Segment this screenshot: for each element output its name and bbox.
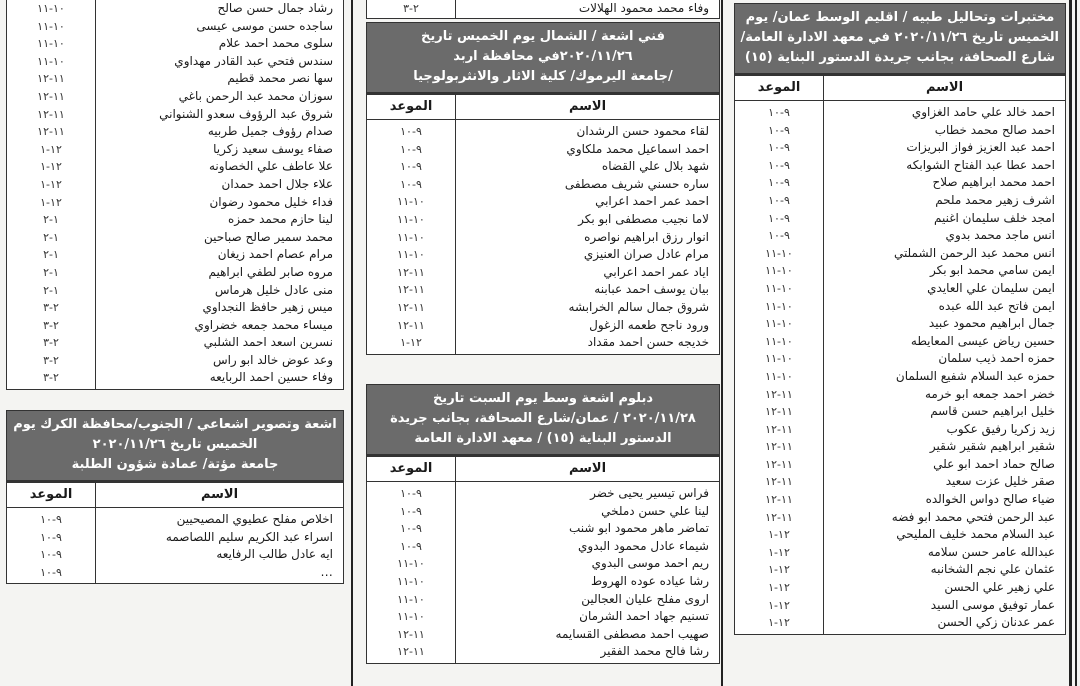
table-row-time: ١٠-١١	[765, 246, 793, 260]
table-row-name: سوزان محمد عبد الرحمن باغي	[178, 88, 333, 103]
table-row-name: اروى مفلح عليان العجالين	[581, 591, 709, 606]
section-heading	[367, 23, 719, 92]
table-row-time: ١٠-١١	[765, 334, 793, 348]
table-row-name: محمد سمير صالح صباحين	[204, 229, 333, 244]
heading-line: جامعة مؤتة/ عمادة شؤون الطلبة	[71, 457, 279, 472]
table-row-time: ٩-١٠	[768, 158, 790, 172]
table-row-name: شيماء عادل محمود البدوي	[578, 538, 709, 553]
table-row-name: مرام عادل صران العنيزي	[583, 247, 709, 262]
table-row-name: خديجه حسن احمد مقداد	[587, 335, 709, 350]
table-row-name: احمد خالد علي حامد الغزاوي	[911, 105, 1055, 119]
table-row-name: صالح حماد احمد ابو علي	[933, 456, 1055, 471]
table-row-time: ٩-١٠	[768, 193, 790, 207]
heading-line: فني اشعة / الشمال يوم الخميس تاريخ	[421, 29, 665, 44]
names-column	[95, 508, 343, 583]
table-row-name: احمد عبد العزيز فواز البريزات	[906, 140, 1055, 155]
column-header-time: الموعد	[389, 99, 433, 114]
table-row-name: تماضر ماهر محمود ابو شنب	[568, 521, 709, 536]
table-row-time: ١-٢	[43, 283, 59, 297]
table-row-name: صدام رؤوف جميل طربيه	[207, 124, 333, 139]
table-row-time: ١٢-١	[40, 177, 62, 191]
table-row-time: ١٢-١	[768, 581, 790, 595]
continued-table	[366, 0, 720, 19]
table-row-time: ٩-١٠	[40, 530, 62, 544]
table-row-time: ١٢-١	[768, 616, 790, 630]
table-row-time: ١٠-١١	[397, 574, 425, 588]
heading-line: مختبرات وتحاليل طبيه / اقليم الوسط عمان/ يوم	[745, 10, 1055, 25]
heading-line: ٢٠٢٠/١١/٢٨ / عمان/شارع الصحافة، بجانب جريدة	[390, 411, 696, 426]
table-row-name: جمال ابراهيم محمود عبيد	[928, 316, 1055, 331]
table-row-name: خليل ابراهيم حسن قاسم	[930, 404, 1055, 419]
heading-line: /جامعة اليرموك/ كلية الاثار والانثربولوجيا	[413, 69, 673, 84]
table-row-time: ٢-٣	[43, 336, 59, 350]
table-row-name: انس ماجد محمد بدوي	[945, 228, 1055, 243]
table-row-name: ميساء محمد جمعه خضراوي	[194, 317, 333, 332]
table-row-name: حمزه عبد السلام شفيع السلمان	[895, 368, 1055, 383]
table-row-name: ضياء صالح دواس الخوالده	[925, 492, 1055, 507]
table-row-name: وفاء محمد محمود الهلالات	[578, 1, 709, 15]
table-row-name: بيان يوسف احمد عبابنه	[594, 282, 709, 297]
table-row-name: ساره حسني شريف مصطفى	[564, 176, 709, 191]
table-row-time: ١١-١٢	[765, 387, 793, 401]
table-row-name: ايه عادل طالب الرفايعه	[216, 547, 333, 562]
table-row-time: ١١-١٢	[37, 72, 65, 86]
column-header-name: الاسم	[455, 95, 719, 119]
table-row-name: لينا حازم محمد حمزه	[228, 212, 333, 227]
table-row-name: ايمن فاتح عبد الله عبده	[938, 298, 1055, 313]
table-body	[367, 120, 719, 354]
table-row-name: منى عادل خليل هرماس	[214, 282, 333, 297]
table-row-time: ٩-١٠	[40, 565, 62, 579]
table-row-name: سلوى محمد احمد علام	[218, 36, 333, 51]
table-row-name: انوار رزق ابراهيم نواصره	[584, 229, 709, 244]
table-row-time: ١٠-١١	[37, 54, 65, 68]
column-header-name: الاسم	[823, 76, 1065, 100]
table-body	[367, 0, 719, 18]
table-row-time: ١١-١٢	[765, 510, 793, 524]
table-body	[367, 482, 719, 663]
table-row-name: عبد الرحمن فتحي محمد ابو فضه	[891, 509, 1055, 524]
table-row-time: ٩-١٠	[400, 539, 422, 553]
table-header	[7, 480, 343, 508]
table-header	[735, 73, 1065, 101]
table-header	[367, 454, 719, 482]
table-row-name: تسنيم جهاد احمد الشرمان	[579, 609, 709, 624]
table-row-time: ١١-١٢	[37, 125, 65, 139]
table-row-time: ١٠-١١	[37, 2, 65, 15]
page-border	[1075, 0, 1077, 686]
table-body	[735, 101, 1065, 634]
table-row-time: ١١-١٢	[765, 493, 793, 507]
table-row-name: صقر خليل عزت سعيد	[945, 474, 1055, 489]
table-row-time: ١٠-١١	[765, 281, 793, 295]
table-row-time: ١٢-١	[768, 563, 790, 577]
section-heading	[367, 385, 719, 454]
table-row-name: انس محمد عبد الرحمن الشملتي	[893, 245, 1055, 260]
table-row-time: ١٠-١١	[397, 230, 425, 244]
table-row-time: ١٠-١١	[397, 212, 425, 226]
table-row-time: ٩-١٠	[400, 487, 422, 500]
table-row-name: اشرف زهير محمد ملحم	[935, 192, 1055, 207]
page-border	[1069, 0, 1072, 686]
table-row-name: اسراء عبد الكريم سليم اللصاصمه	[165, 529, 333, 544]
table-row-name: حمزه احمد ذيب سلمان	[938, 351, 1055, 366]
table-row-name: احمد عمر احمد اعرابي	[595, 194, 709, 209]
table-row-time: ١١-١٢	[397, 645, 425, 659]
table-row-name: علي زهير علي الحسن	[944, 580, 1055, 595]
heading-line: الدستور البناية (١٥) / معهد الادارة العامة	[414, 431, 672, 446]
table-row-name: وعد عوض خالد ابو راس	[212, 352, 333, 367]
table-row-time: ٩-١٠	[400, 125, 422, 138]
table-row-name: علا عاطف علي الخصاونه	[208, 159, 333, 174]
table-row-name: مروه صابر لطفي ابراهيم	[208, 264, 333, 279]
table-row-name: صهيب احمد مصطفى القسايمه	[555, 626, 709, 641]
table-row-name: احمد صالح محمد خطاب	[934, 122, 1055, 137]
table-row-name: ريم احمد موسى البدوي	[591, 556, 709, 571]
table-row-name: شروق جمال سالم الخرابشه	[568, 299, 709, 314]
table-row-time: ١٠-١١	[397, 592, 425, 606]
table-row-time: ١-٢	[43, 248, 59, 262]
table-row-time: ٩-١٠	[768, 176, 790, 190]
table-row-name: خضر احمد جمعه ابو خرمه	[924, 386, 1055, 401]
table-row-time: ٢-٣	[43, 318, 59, 332]
table-row-time: ٢-٣	[43, 371, 59, 385]
continued-table	[6, 0, 344, 390]
table-row-name: عبدالله عامر حسن سلامه	[927, 544, 1055, 559]
table-row-time: ١٠-١١	[765, 352, 793, 366]
table-row-time: ١٠-١١	[765, 317, 793, 331]
lab-analysis-center-table	[734, 3, 1066, 635]
table-row-name: احمد محمد ابراهيم صلاح	[932, 175, 1055, 190]
heading-line: الخميس تاريخ ٢٠٢٠/١١/٢٦ في معهد الادارة العامة/	[740, 30, 1059, 45]
table-header	[367, 92, 719, 120]
table-row-name: ايمن سامي محمد ابو بكر	[929, 263, 1055, 278]
table-row-name: ورود ناجح طعمه الزغول	[589, 317, 709, 332]
table-body	[7, 0, 343, 389]
table-row-time: ١-٢	[43, 213, 59, 227]
section-heading	[735, 4, 1065, 73]
table-row-time: ١٢-١	[768, 598, 790, 612]
table-row-time: ١-٢	[43, 265, 59, 279]
table-row-time: ٩-١٠	[768, 106, 790, 119]
table-row-time: ٩-١٠	[40, 513, 62, 526]
table-row-name: لينا علي حسن دملخي	[601, 503, 709, 518]
table-row-name: اخلاص مفلح عطيوي المصيحيين	[176, 512, 333, 526]
table-row-time: ١١-١٢	[37, 107, 65, 121]
table-row-time: ٩-١٠	[768, 229, 790, 243]
table-row-time: ١٠-١١	[765, 264, 793, 278]
names-column	[95, 0, 343, 389]
table-row-name: نسرين اسعد احمد الشلبي	[203, 335, 333, 350]
table-row-time: ٢-٣	[403, 2, 419, 15]
table-row-name: امجد خلف سليمان اغنيم	[934, 210, 1055, 225]
table-row-time: ١١-١٢	[397, 318, 425, 332]
table-row-time: ١١-١٢	[397, 283, 425, 297]
column-header-time: الموعد	[389, 461, 433, 476]
table-row-time: ١٠-١١	[37, 37, 65, 51]
table-row-time: ١١-١٢	[765, 422, 793, 436]
names-column	[823, 101, 1065, 634]
table-row-name: شقير ابراهيم شقير شقير	[929, 439, 1055, 454]
table-row-name: عثمان علي نجم الشخانبه	[930, 562, 1055, 577]
table-row-time: ٩-١٠	[400, 160, 422, 174]
table-row-time: ١٠-١١	[37, 19, 65, 33]
radiology-south-table	[6, 410, 344, 584]
table-row-name: زيد زكريا رفيق عكوب	[946, 421, 1055, 436]
column-header-name: الاسم	[455, 457, 719, 481]
times-column	[7, 0, 95, 389]
times-column	[367, 0, 455, 18]
table-row-time: ٩-١٠	[400, 177, 422, 191]
table-row-time: ٩-١٠	[40, 548, 62, 562]
names-column	[455, 120, 719, 354]
table-row-time: ٩-١٠	[400, 504, 422, 518]
table-row-name: مرام عصام احمد زيغان	[217, 247, 333, 262]
column-divider	[721, 0, 723, 686]
names-column	[455, 482, 719, 663]
section-heading	[7, 411, 343, 480]
radiology-diploma-table	[366, 384, 720, 664]
column-header-time: الموعد	[757, 80, 801, 95]
table-row-time: ٩-١٠	[768, 123, 790, 137]
heading-line: الخميس تاريخ ٢٠٢٠/١١/٢٦	[92, 437, 258, 452]
table-row-name: رشا عياده عوده الهروط	[590, 573, 709, 588]
table-row-time: ١٠-١١	[397, 195, 425, 209]
table-row-name: رشاد جمال حسن صالح	[217, 1, 333, 15]
table-row-time: ١٢-١	[768, 545, 790, 559]
table-row-time: ١٠-١١	[397, 248, 425, 262]
table-row-time: ٩-١٠	[768, 141, 790, 155]
table-row-time: ١٢-١	[40, 160, 62, 174]
table-row-name: حسين رياض عيسى المعايطه	[910, 333, 1055, 348]
table-row-time: ١١-١٢	[397, 265, 425, 279]
table-row-name: وفاء حسين احمد الربايعه	[209, 370, 333, 385]
table-row-name: احمد عطا عبد الفتاح الشوابكه	[906, 157, 1055, 172]
table-row-name: فداء خليل محمود رضوان	[209, 194, 333, 209]
table-row-name: صفاء يوسف سعيد زكريا	[213, 141, 333, 156]
heading-line: دبلوم اشعة وسط يوم السبت تاريخ	[432, 391, 654, 406]
table-row-name: ...	[320, 564, 333, 579]
table-row-name: سها نصر محمد قطيم	[227, 71, 333, 86]
table-row-name: علاء جلال احمد حمدان	[221, 176, 333, 191]
table-row-time: ١١-١٢	[397, 300, 425, 314]
table-row-name: عمار توفيق موسى السيد	[930, 597, 1055, 612]
table-row-time: ٩-١٠	[400, 522, 422, 536]
table-row-name: شروق عبد الرؤوف سعدو الشنواني	[159, 106, 333, 121]
table-row-time: ١-٢	[43, 230, 59, 244]
table-row-time: ٢-٣	[43, 301, 59, 315]
table-row-name: لاما نجيب مصطفى ابو بكر	[578, 211, 709, 226]
heading-line: اشعة وتصوير اشعاعي / الجنوب/محافظة الكرك يوم	[13, 417, 337, 432]
table-row-time: ١١-١٢	[765, 475, 793, 489]
table-row-time: ١٠-١١	[765, 299, 793, 313]
heading-line: شارع الصحافة، بجانب جريدة الدستور البناية (١٥)	[744, 50, 1056, 65]
table-row-time: ١١-١٢	[765, 405, 793, 419]
radiology-north-table	[366, 22, 720, 355]
table-row-time: ٢-٣	[43, 353, 59, 367]
heading-line: ٢٠٢٠/١١/٢٦في محافظة اربد	[453, 49, 633, 64]
table-row-name: عمر عدنان زكي الحسن	[937, 615, 1055, 630]
table-row-name: رشا فالح محمد الفقير	[600, 644, 709, 659]
table-row-name: ايمن سليمان علي العايدي	[927, 280, 1055, 295]
table-row-time: ١٢-١	[768, 528, 790, 542]
table-row-name: ساجده حسن موسى عيسى	[196, 18, 333, 33]
table-row-time: ١١-١٢	[397, 627, 425, 641]
table-row-time: ١٢-١	[400, 336, 422, 350]
table-row-name: فراس تيسير يحيى خضر	[590, 486, 709, 500]
table-row-name: سندس فتحي عبد القادر مهداوي	[174, 53, 333, 68]
table-row-name: شهد بلال علي القضاه	[601, 159, 709, 174]
times-column	[7, 508, 95, 583]
table-row-name: عبد السلام محمد خليف المليحي	[896, 527, 1055, 542]
table-row-time: ١١-١٢	[37, 89, 65, 103]
column-header-time: الموعد	[29, 487, 73, 502]
times-column	[367, 482, 455, 663]
table-row-name: ميس زهير حافظ النجداوي	[202, 300, 333, 315]
table-row-time: ١٢-١	[40, 195, 62, 209]
names-column	[455, 0, 719, 18]
table-row-time: ١٠-١١	[765, 369, 793, 383]
table-row-time: ١١-١٢	[765, 440, 793, 454]
table-body	[7, 508, 343, 583]
table-row-time: ٩-١٠	[400, 142, 422, 156]
column-header-name: الاسم	[95, 483, 343, 507]
table-row-time: ١٠-١١	[397, 557, 425, 571]
table-row-time: ١١-١٢	[765, 457, 793, 471]
table-row-time: ١٢-١	[40, 142, 62, 156]
table-row-time: ١٠-١١	[397, 610, 425, 624]
table-row-name: اياد عمر احمد اعرابي	[603, 264, 709, 279]
table-row-time: ٩-١٠	[768, 211, 790, 225]
table-row-name: احمد اسماعيل محمد ملكاوي	[566, 141, 709, 156]
times-column	[367, 120, 455, 354]
table-row-name: لقاء محمود حسن الرشدان	[576, 124, 709, 138]
times-column	[735, 101, 823, 634]
column-divider	[351, 0, 353, 686]
